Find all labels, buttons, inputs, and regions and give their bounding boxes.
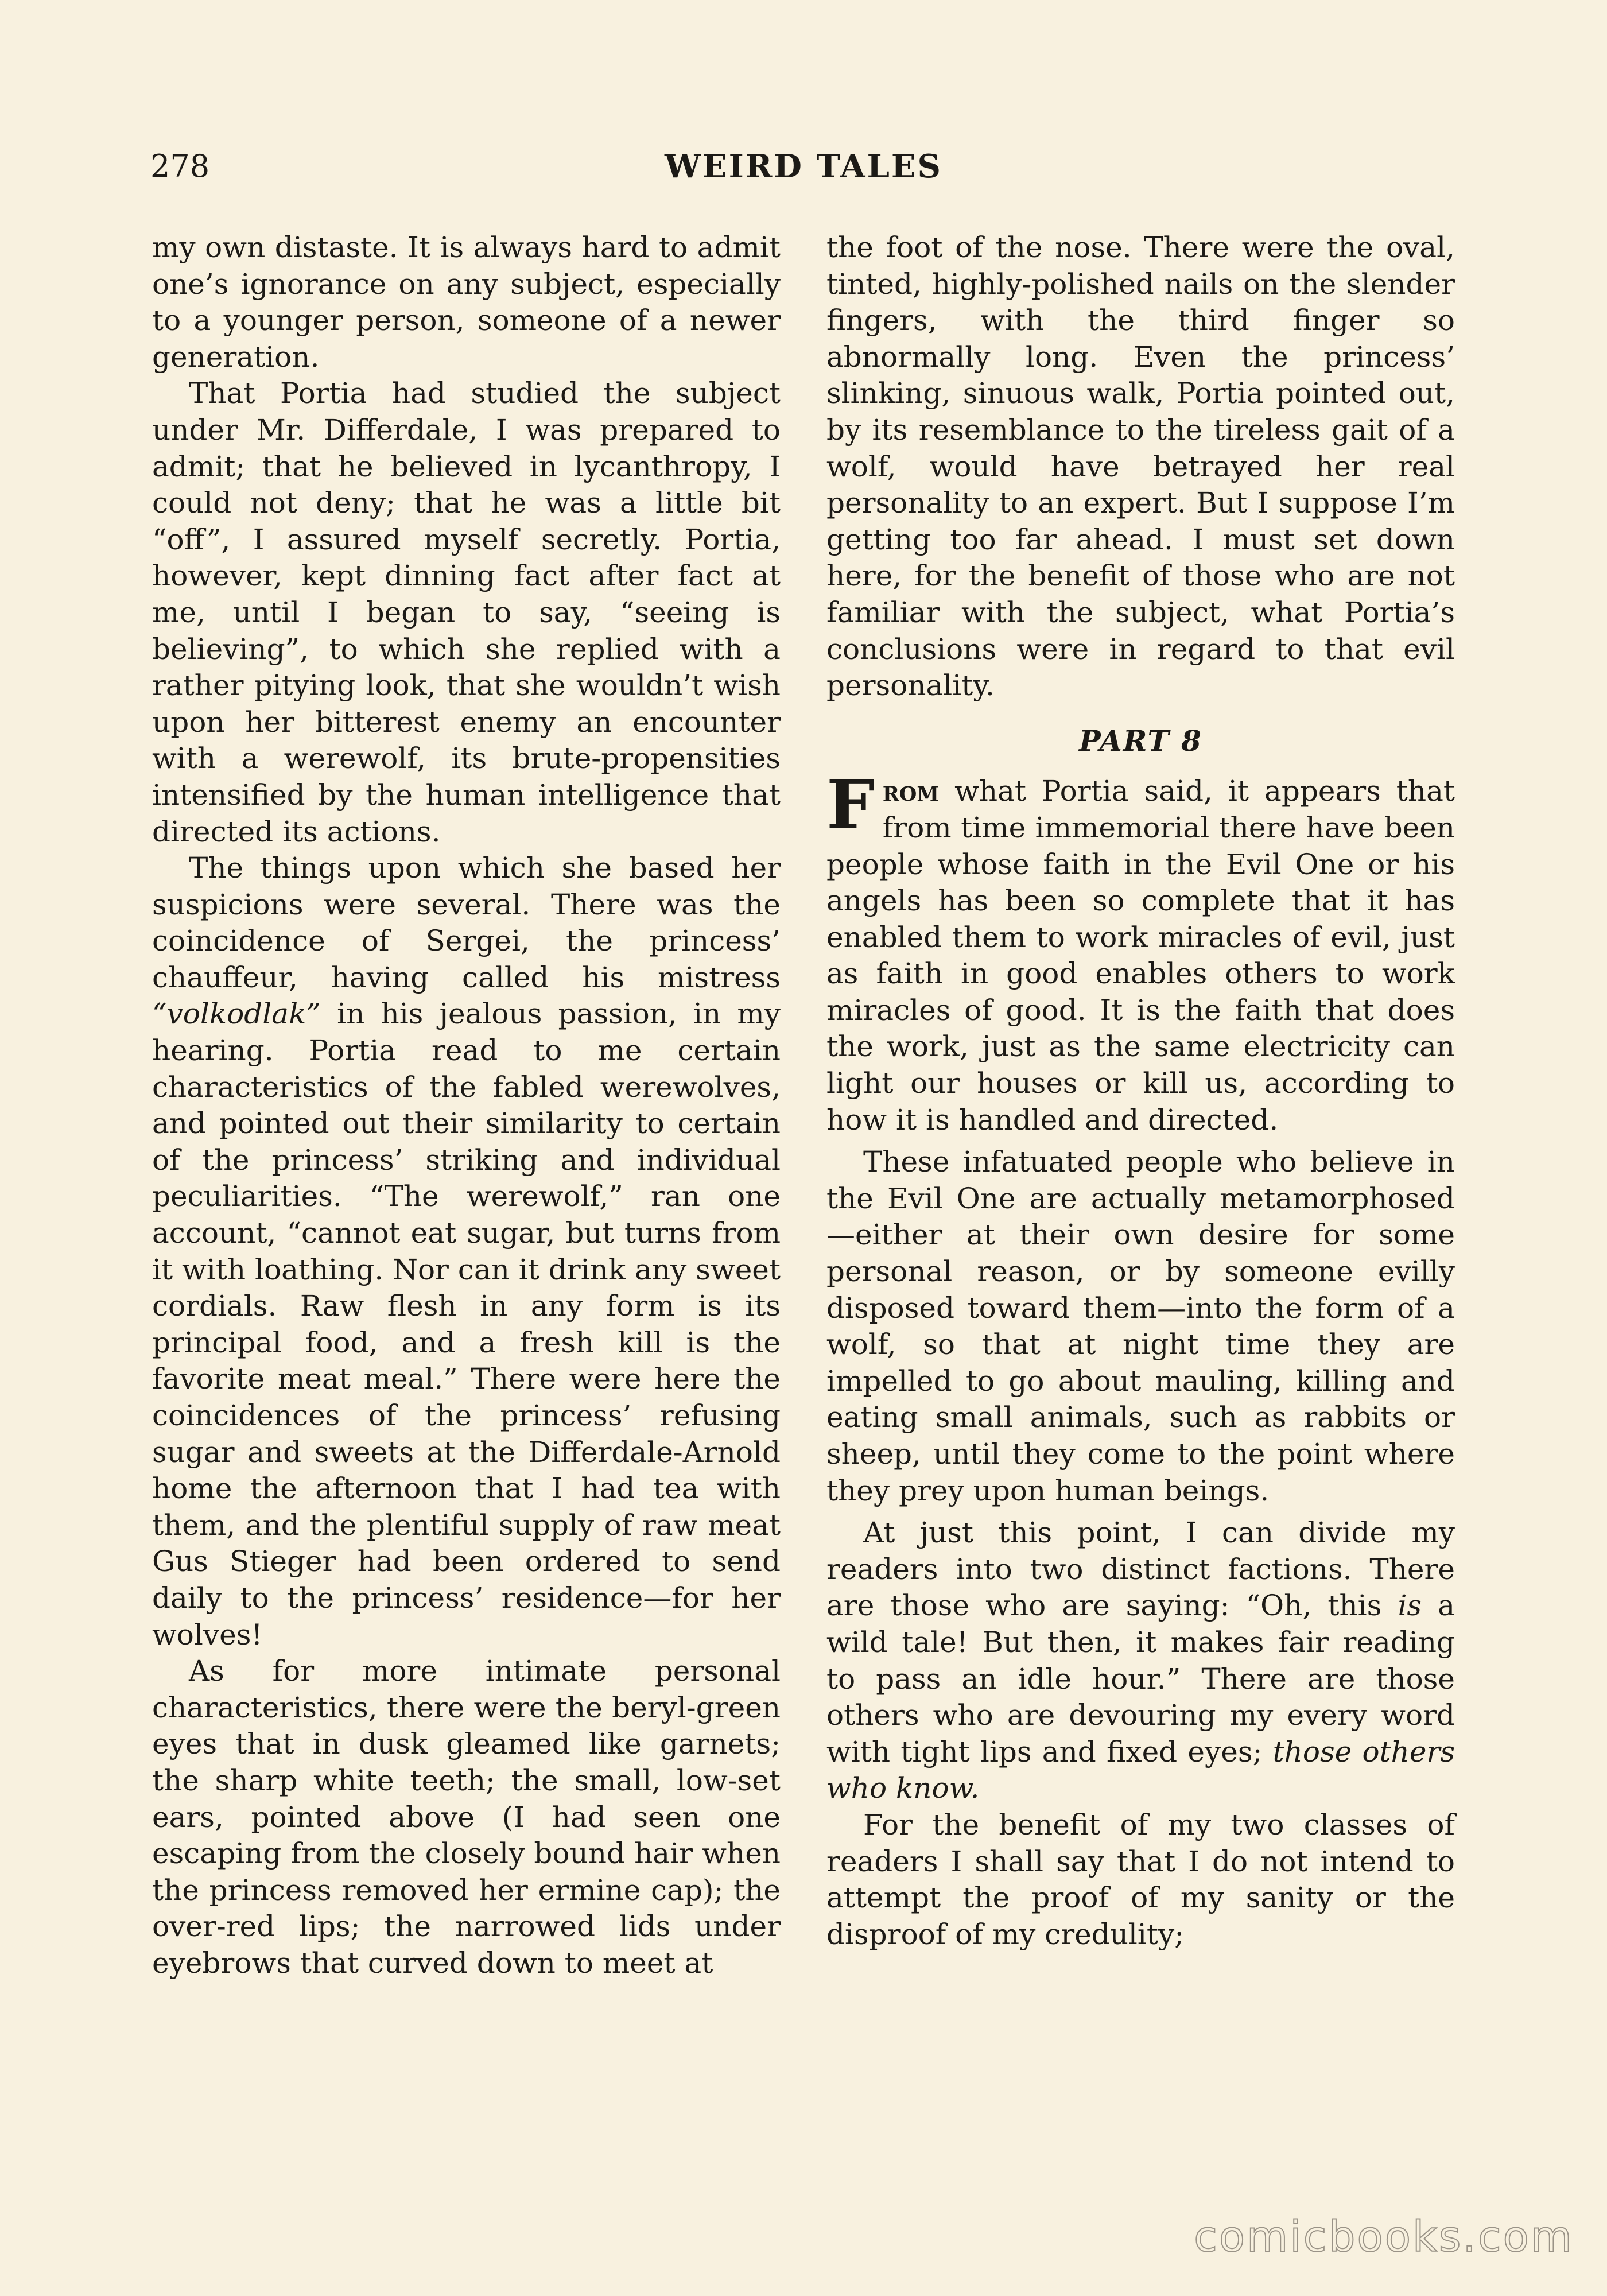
right-column (826, 230, 1455, 1953)
paragraph: That Portia had studied the subject under Mr. Differdale, I was prepared to admit; that he believed in lycanthropy, I could not deny; that he was a little bit “off”, I assured myself secretly. Portia, however, kept dinning fact after fact at me, until I began to say, “seeing is believing”, to which she replied with a rather pitying look, that she wouldn’t wish upon her bitterest enemy an encounter with a werewolf, its brute-propensities intensified by the human intelligence that directed its actions. (152, 377, 781, 848)
left-column (152, 230, 781, 1982)
text-run: in his jealous passion, in my hearing. Portia read to me certain characteristics of the fabled werewolves, and pointed out their similarity to certain of the princess’ striking and individual peculiarities. “The werewolf,” ran one account, “cannot eat sugar, but turns from it with loathing. Nor can it drink any sweet cordials. Raw flesh in any form is its principal food, and a fresh kill is the favorite meat meal.” There were here the coincidences of the princess’ refusing sugar and sweets at the Differdale-Arnold home the afternoon that I had tea with them, and the plentiful supply of raw meat Gus Stieger had been ordered to send daily to the princess’ residence—for her wolves! (152, 997, 781, 1651)
part-heading: PART 8 (1079, 723, 1202, 758)
text-run: At just this point, I can divide my readers into two distinct factions. There are those who are saying: “Oh, this (826, 1516, 1455, 1623)
paragraph: As for more intimate personal characteristics, there were the beryl-green eyes that in dusk gleamed like garnets; the sharp white teeth; the small, low-set ears, pointed above (I had seen one escaping from the closely bound hair when the princess removed her ermine cap); the over-red lips; the narrowed lids under eyebrows that curved down to meet at (152, 1654, 781, 1980)
page-number: 278 (150, 148, 210, 184)
small-caps-text: rom (882, 774, 940, 808)
italic-phrase: those others who know. (826, 1735, 1455, 1805)
paragraph: For the benefit of my two classes of readers I shall say that I do not intend to attempt the proof of my sanity or the disproof of my credulity; (826, 1808, 1455, 1951)
watermark-logo: comicbooks.com (1194, 2212, 1574, 2262)
text-run: a wild tale! But then, it makes fair reading to pass an idle hour.” There are those others who are devouring my every word with tight lips and fixed eyes; (826, 1589, 1455, 1768)
running-title: WEIRD TALES (665, 148, 942, 185)
text-run: The things upon which she based her suspicions were several. There was the coincidence of Sergei, the princess’ chauffeur, having called his mistress (152, 851, 781, 994)
paragraph (826, 1515, 1455, 1807)
paragraph (826, 765, 1455, 1138)
paragraph: my own distaste. It is always hard to admit one’s ignorance on any subject, especially to a younger person, someone of a newer generation. (152, 231, 781, 374)
paragraph: These infatuated people who believe in the Evil One are actually metamorphosed—either at their own desire for some personal reason, or by someone evilly disposed toward them—into the form of a wolf, so that at night time they are impelled to go about mauling, killing and eating small animals, such as rabbits or sheep, until they come to the point where they prey upon human beings. (826, 1145, 1455, 1507)
text-run: what Portia said, it appears that from time immemorial there have been people whose faith in the Evil One or his angels has been so complete that it has enabled them to work miracles of evil, just as faith in good enables others to work miracles of good. It is the faith that does the work, just as the same electricity can light our houses or kill us, according to how it is handled and directed. (826, 774, 1455, 1137)
paragraph: the foot of the nose. There were the oval, tinted, highly-polished nails on the slender fingers, with the third finger so abnormally long. Even the princess’ slinking, sinuous walk, Portia pointed out, by its resemblance to the tireless gait of a wolf, would have betrayed her real personality to an expert. But I suppose I’m getting too far ahead. I must set down here, for the benefit of those who are not familiar with the subject, what Portia’s conclusions were in regard to that evil personality. (826, 231, 1455, 703)
italic-word: is (1398, 1589, 1422, 1623)
drop-cap: F (826, 765, 875, 845)
italic-word: “volkodlak” (152, 997, 321, 1031)
page-header (0, 144, 1607, 189)
paragraph (152, 850, 781, 1653)
